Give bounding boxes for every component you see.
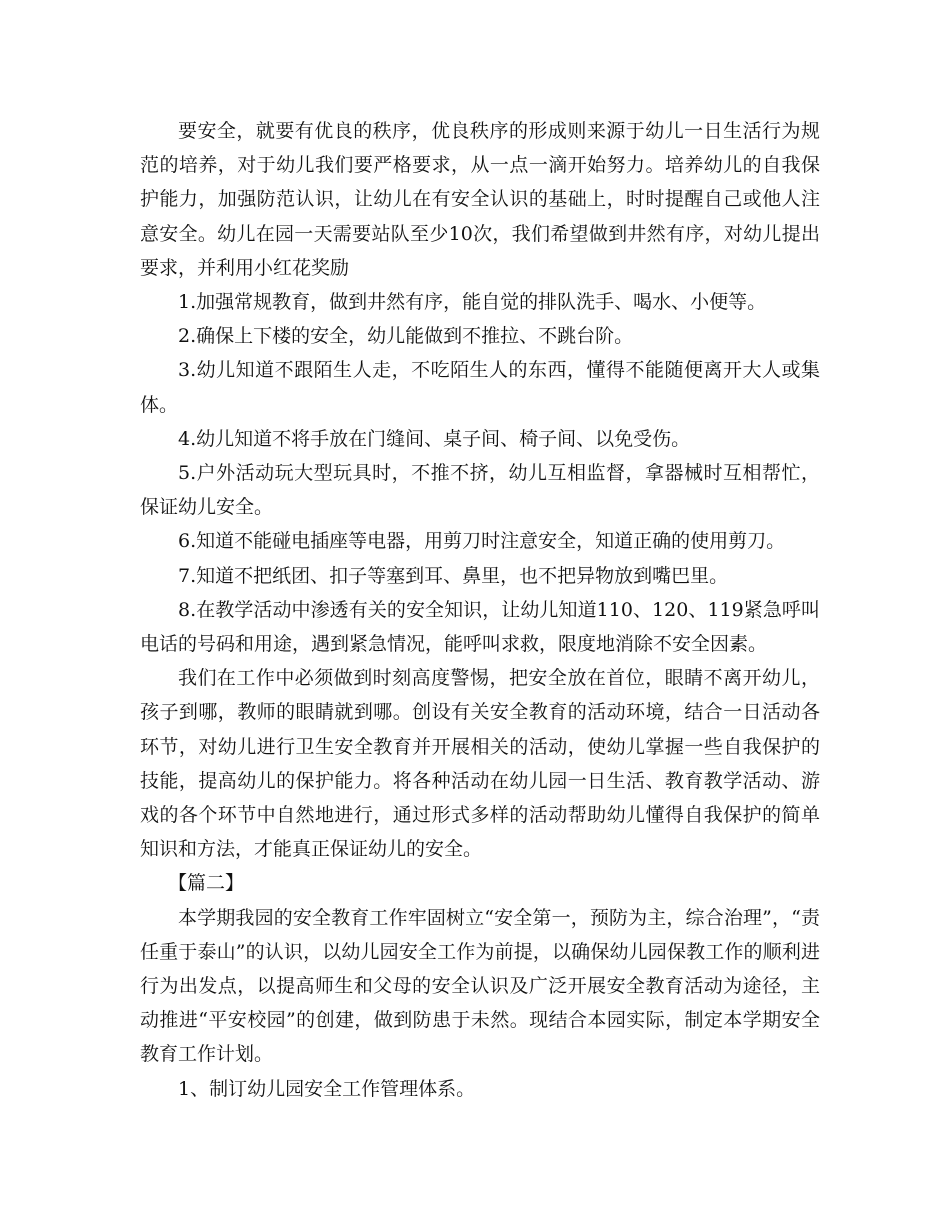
list-item-3: 3.幼儿知道不跟陌生人走，不吃陌生人的东西，懂得不能随便离开大人或集体。	[140, 359, 820, 416]
list-item-plan-1: 1、制订幼儿园安全工作管理体系。	[178, 1077, 476, 1100]
list-item-8: 8.在教学活动中渗透有关的安全知识，让幼儿知道110、120、119紧急呼叫电话的号码和用途，遇到紧急情况，能呼叫求救，限度地消除不安全因素。	[140, 598, 820, 656]
paragraph-plan-intro: 本学期我园的安全教育工作牢固树立“安全第一，预防为主，综合治理”，“责任重于泰山”的认识，以幼儿园安全工作为前提，以确保幼儿园保教工作的顺利进行为出发点，以提高师生和父母的安全认识及广泛开展安全教育活动为途径，主动推进“平安校园”的创建，做到防患于未然。现结合本园实际，制定本学期安全教育工作计划。	[140, 906, 820, 1066]
list-item-6: 6.知道不能碰电插座等电器，用剪刀时注意安全，知道正确的使用剪刀。	[178, 530, 786, 553]
paragraph-summary: 我们在工作中必须做到时刻高度警惕，把安全放在首位，眼睛不离开幼儿，孩子到哪，教师的眼睛就到哪。创设有关安全教育的活动环境，结合一日活动各环节，对幼儿进行卫生安全教育并开展相关的活动，使幼儿掌握一些自我保护的技能，提高幼儿的保护能力。将各种活动在幼儿园一日生活、教育教学活动、游戏的各个环节中自然地进行，通过形式多样的活动帮助幼儿懂得自我保护的简单知识和方法，才能真正保证幼儿的安全。	[140, 667, 820, 861]
list-item-7: 7.知道不把纸团、扣子等塞到耳、鼻里，也不把异物放到嘴巴里。	[178, 564, 729, 587]
list-item-1: 1.加强常规教育，做到井然有序，能自觉的排队洗手、喝水、小便等。	[178, 291, 767, 314]
document-body	[140, 114, 820, 1106]
list-item-2: 2.确保上下楼的安全，幼儿能做到不推拉、不跳台阶。	[178, 325, 634, 348]
list-item-5: 5.户外活动玩大型玩具时，不推不挤，幼儿互相监督，拿器械时互相帮忙，保证幼儿安全。	[140, 462, 820, 519]
list-item-4: 4.幼儿知道不将手放在门缝间、桌子间、椅子间、以免受伤。	[178, 427, 691, 450]
section-heading: 【篇二】	[168, 872, 245, 895]
paragraph-intro: 要安全，就要有优良的秩序，优良秩序的形成则来源于幼儿一日生活行为规范的培养，对于幼儿我们要严格要求，从一点一滴开始努力。培养幼儿的自我保护能力，加强防范认识，让幼儿在有安全认识的基础上，时时提醒自己或他人注意安全。幼儿在园一天需要站队至少10次，我们希望做到井然有序，对幼儿提出要求，并利用小红花奖励	[140, 120, 820, 279]
